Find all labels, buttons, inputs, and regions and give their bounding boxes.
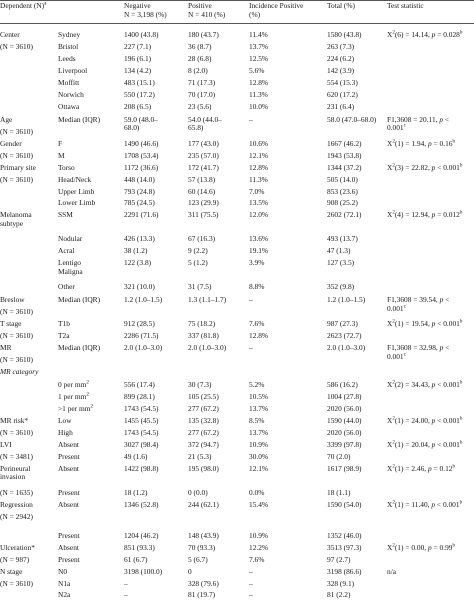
cell-negative: 59.0 (48.0– 68.0) xyxy=(124,114,158,133)
cell-level: SSM xyxy=(58,210,73,220)
cell-incidence: 12.0% xyxy=(249,210,269,220)
cell-negative: – xyxy=(124,590,128,600)
column-header-dependent: Dependent $(N)^a$ xyxy=(0,1,47,10)
cell-total: 1004 (27.8) xyxy=(327,392,362,402)
cell-level: High xyxy=(58,427,73,437)
cell-negative: 851 (93.3) xyxy=(124,542,155,552)
cell-statistic: F1,3608 = 39.54, p < 0.001$^c$ xyxy=(387,295,450,313)
cell-total: 1344 (37.2) xyxy=(327,162,362,172)
cell-level: Present xyxy=(58,487,80,497)
cell-level: N1a xyxy=(58,578,71,588)
cell-positive: 195 (98.0) xyxy=(188,463,219,473)
cell-level: Norwich xyxy=(58,89,84,99)
cell-incidence: 7.6% xyxy=(249,319,265,329)
cell-dependent: (N = 3610) xyxy=(0,174,33,184)
cell-incidence: 15.4% xyxy=(249,499,269,509)
cell-level: Lower Limb xyxy=(58,198,96,208)
cell-dependent: Center xyxy=(0,30,20,39)
cell-incidence: 0.0% xyxy=(249,487,265,497)
cell-negative: 785 (24.5) xyxy=(124,198,155,208)
cell-negative: 2291 (71.6) xyxy=(124,210,159,220)
cell-dependent: (N = 3610) xyxy=(0,307,33,317)
cell-dependent: (N = 3481) xyxy=(0,451,33,461)
cell-negative: 1346 (52.8) xyxy=(124,499,159,509)
cell-positive: 372 (94.7) xyxy=(188,439,219,449)
cell-negative: 208 (6.5) xyxy=(124,101,152,111)
cell-positive: 311 (75.5) xyxy=(188,210,219,220)
cell-positive: 235 (57.0) xyxy=(188,150,219,160)
cell-total: 908 (25.2) xyxy=(327,198,358,208)
cell-negative: 227 (7.1) xyxy=(124,41,152,51)
cell-incidence: 12.1% xyxy=(249,463,269,473)
cell-negative: 1204 (46.2) xyxy=(124,530,159,540)
cell-total: 2602 (72.1) xyxy=(327,210,362,220)
cell-level: Upper Limb xyxy=(58,186,95,196)
cell-total: 3513 (97.3) xyxy=(327,542,362,552)
cell-dependent: Age xyxy=(0,114,13,124)
cell-positive: 5 (6.7) xyxy=(188,554,208,564)
cell-negative: 2.0 (1.0–3.0) xyxy=(124,343,163,353)
cell-positive: 8 (2.0) xyxy=(188,65,208,75)
cell-positive: 172 (41.7) xyxy=(188,162,219,172)
cell-incidence: 5.6% xyxy=(249,65,265,75)
cell-level: Present xyxy=(58,554,80,564)
cell-total: 18 (1.1) xyxy=(327,487,351,497)
cell-total: 1667 (46.2) xyxy=(327,138,362,148)
cell-incidence: – xyxy=(249,114,253,124)
cell-positive: 9 (2.2) xyxy=(188,246,208,256)
cell-statistic: $X^2(1) = 11.40$, p < 0.001$^b$ xyxy=(387,499,463,509)
cell-level: >1 per $mm^2$ xyxy=(58,404,93,414)
cell-positive: 31 (7.5) xyxy=(188,282,212,292)
cell-negative: 550 (17.2) xyxy=(124,89,155,99)
cell-negative: 1743 (54.5) xyxy=(124,404,159,414)
cell-level: Nodular xyxy=(58,234,83,244)
cell-negative: 18 (1.2) xyxy=(124,487,148,497)
column-header-statistic: Test statistic xyxy=(387,1,424,10)
cell-incidence: 30.0% xyxy=(249,451,269,461)
cell-level: Head/Neck xyxy=(58,174,92,184)
cell-total: 853 (23.6) xyxy=(327,186,358,196)
cell-incidence: 8.5% xyxy=(249,415,265,425)
cell-incidence: 11.4% xyxy=(249,30,268,39)
cell-incidence: 19.1% xyxy=(249,246,269,256)
cell-statistic: $X^2(2) = 34.43$, p < 0.001$^b$ xyxy=(387,380,463,390)
cell-positive: 57 (13.8) xyxy=(188,174,216,184)
cell-positive: 105 (25.5) xyxy=(188,392,219,402)
cell-negative: 1422 (98.8) xyxy=(124,463,159,473)
cell-dependent: MR risk* xyxy=(0,415,29,425)
cell-total: 505 (14.0) xyxy=(327,174,358,184)
cell-negative: 448 (14.0) xyxy=(124,174,155,184)
cell-statistic: F1,3608 = 20.11, p < 0.001$^c$ xyxy=(387,114,450,133)
column-header-negative: Negative N = 3,198 (%) xyxy=(124,1,167,19)
cell-negative: 122 (3.8) xyxy=(124,258,152,268)
cell-level: Ottawa xyxy=(58,101,80,111)
cell-level: Median (IQR) xyxy=(58,343,101,353)
cell-total: 142 (3.9) xyxy=(327,65,355,75)
cell-incidence: – xyxy=(249,295,253,305)
cell-negative: 556 (17.4) xyxy=(124,380,155,390)
cell-level: Absent xyxy=(58,542,79,552)
cell-level: Other xyxy=(58,282,75,292)
cell-dependent: (N = 3610) xyxy=(0,126,33,136)
cell-negative: 1172 (36.6) xyxy=(124,162,159,172)
cell-negative: 3198 (100.0) xyxy=(124,566,163,576)
cell-incidence: 13.7% xyxy=(249,404,269,414)
cell-total: 2020 (56.0) xyxy=(327,427,362,437)
cell-dependent: N stage xyxy=(0,566,23,576)
cell-negative: 2286 (71.5) xyxy=(124,331,159,341)
cell-negative: 1.2 (1.0–1.5) xyxy=(124,295,163,305)
cell-positive: 21 (5.3) xyxy=(188,451,212,461)
cell-total: 231 (6.4) xyxy=(327,101,355,111)
cell-total: 47 (1.3) xyxy=(327,246,351,256)
cell-dependent: (N = 987) xyxy=(0,554,30,564)
cell-dependent: T stage xyxy=(0,319,22,329)
cell-positive: 28 (6.8) xyxy=(188,53,212,63)
cell-statistic: F1,3608 = 32.98, p < 0.001$^c$ xyxy=(387,343,450,361)
cell-incidence: 10.9% xyxy=(249,530,269,540)
cell-level: F xyxy=(58,138,63,148)
cell-total: 328 (9.1) xyxy=(327,578,355,588)
cell-dependent: Breslow xyxy=(0,295,25,305)
column-header-incidence: Incidence Positive (%) xyxy=(249,1,304,19)
cell-incidence: 12.5% xyxy=(249,53,269,63)
cell-incidence: 12.8% xyxy=(249,331,269,341)
cell-positive: 123 (29.9) xyxy=(188,198,219,208)
cell-total: 1.2 (1.0–1.5) xyxy=(327,295,366,305)
cell-level: M xyxy=(58,150,65,160)
cell-negative: 1490 (46.6) xyxy=(124,138,159,148)
cell-total: 2020 (56.0) xyxy=(327,404,362,414)
table-header-rule xyxy=(0,23,474,24)
cell-dependent: LVI xyxy=(0,439,12,449)
cell-total: 1943 (53.8) xyxy=(327,150,362,160)
cell-negative: 1455 (45.5) xyxy=(124,415,159,425)
cell-level: Low xyxy=(58,415,72,425)
cell-statistic: $X^2(1) = 24.00$, p < 0.001$^b$ xyxy=(387,415,463,425)
cell-incidence: 10.9% xyxy=(249,439,269,449)
cell-level: T2a xyxy=(58,331,70,341)
cell-positive: 67 (16.3) xyxy=(188,234,216,244)
cell-positive: 70 (93.3) xyxy=(188,542,216,552)
cell-positive: 70 (17.0) xyxy=(188,89,216,99)
cell-statistic: $X^2(1) = 19.54$, p < 0.001$^b$ xyxy=(387,319,463,329)
cell-level: Median (IQR) xyxy=(58,295,101,305)
cell-incidence: 8.8% xyxy=(249,282,265,292)
cell-incidence: – xyxy=(249,343,253,353)
cell-positive: 0 (0.0) xyxy=(188,487,208,497)
cell-dependent: (N = 3610) xyxy=(0,331,33,341)
cell-positive: 277 (67.2) xyxy=(188,427,219,437)
cell-total: 224 (6.2) xyxy=(327,53,355,63)
cell-dependent: (N = 3610) xyxy=(0,150,33,160)
cell-level: Present xyxy=(58,530,80,540)
cell-level: Absent xyxy=(58,439,79,449)
cell-dependent: Gender xyxy=(0,138,22,148)
cell-total: 1617 (98.9) xyxy=(327,463,362,473)
cell-incidence: 12.1% xyxy=(249,150,269,160)
cell-total: 58.0 (47.0–68.0) xyxy=(327,114,377,124)
cell-total: 987 (27.3) xyxy=(327,319,358,329)
cell-incidence: 12.2% xyxy=(249,542,269,552)
cell-positive: 54.0 (44.0– 65.8) xyxy=(188,114,222,133)
cell-level: Absent xyxy=(58,463,79,473)
cell-level: 1 per $mm^2$ xyxy=(58,392,89,402)
cell-negative: 1743 (54.5) xyxy=(124,427,159,437)
cell-incidence: 13.7% xyxy=(249,427,269,437)
cell-total: 1352 (46.0) xyxy=(327,530,362,540)
cell-total: 97 (2.7) xyxy=(327,554,351,564)
cell-total: 3198 (86.6) xyxy=(327,566,362,576)
cell-positive: 71 (17.3) xyxy=(188,77,216,87)
cell-statistic: $X^2(1) = 1.94$, p = 0.16$^b$ xyxy=(387,138,455,148)
cell-statistic: $X^2(1) = 20.04$, p < 0.001$^b$ xyxy=(387,439,463,449)
column-header-positive: Positive N = 410 (%) xyxy=(188,1,226,19)
cell-negative: 1400 (43.8) xyxy=(124,30,159,39)
column-header-total: Total (%) xyxy=(327,1,356,10)
cell-total: 2623 (72.7) xyxy=(327,331,362,341)
cell-dependent: (N = 2942) xyxy=(0,511,33,521)
cell-negative: 196 (6.1) xyxy=(124,53,152,63)
cell-incidence: 12.8% xyxy=(249,162,269,172)
cell-incidence: 13.6% xyxy=(249,234,269,244)
cell-positive: 180 (43.7) xyxy=(188,30,219,39)
cell-positive: 337 (81.8) xyxy=(188,331,219,341)
cell-total: 493 (13.7) xyxy=(327,234,358,244)
cell-incidence: 7.0% xyxy=(249,186,265,196)
cell-positive: 75 (18.2) xyxy=(188,319,216,329)
cell-dependent: Melanoma subtype xyxy=(0,210,32,229)
cell-level: Leeds xyxy=(58,53,76,63)
cell-positive: 60 (14.6) xyxy=(188,186,216,196)
cell-negative: 61 (6.7) xyxy=(124,554,148,564)
cell-negative: 483 (15.1) xyxy=(124,77,155,87)
cell-level: Absent xyxy=(58,499,79,509)
cell-total: 263 (7.3) xyxy=(327,41,355,51)
cell-total: 2.0 (1.0–3.0) xyxy=(327,343,366,353)
cell-negative: – xyxy=(124,578,128,588)
cell-incidence: 13.5% xyxy=(249,198,269,208)
cell-incidence: 7.6% xyxy=(249,554,265,564)
cell-positive: 277 (67.2) xyxy=(188,404,219,414)
cell-level: Lentigo Maligna xyxy=(58,258,83,276)
cell-incidence: – xyxy=(249,578,253,588)
cell-level: 0 per $mm^2$ xyxy=(58,380,89,390)
cell-total: 70 (2.0) xyxy=(327,451,351,461)
cell-positive: 328 (79.6) xyxy=(188,578,219,588)
cell-incidence: 12.8% xyxy=(249,77,269,87)
cell-negative: 321 (10.0) xyxy=(124,282,155,292)
cell-level: Bristol xyxy=(58,41,79,51)
cell-level: Acral xyxy=(58,246,75,256)
cell-level: Sydney xyxy=(58,30,81,39)
cell-incidence: 11.3% xyxy=(249,89,268,99)
cell-negative: 899 (28.1) xyxy=(124,392,155,402)
cell-negative: 426 (13.3) xyxy=(124,234,155,244)
cell-positive: 30 (7.3) xyxy=(188,380,212,390)
cell-total: 352 (9.8) xyxy=(327,282,355,292)
cell-dependent: (N = 1635) xyxy=(0,487,33,497)
cell-incidence: 10.0% xyxy=(249,101,269,111)
cell-incidence: 11.3% xyxy=(249,174,268,184)
cell-dependent: (N = 3610) xyxy=(0,355,33,365)
cell-total: 1580 (43.8) xyxy=(327,30,362,39)
cell-dependent: (N = 3610) xyxy=(0,578,33,588)
cell-positive: 177 (43.0) xyxy=(188,138,219,148)
cell-level: N2a xyxy=(58,590,71,600)
cell-level: Moffitt xyxy=(58,77,80,87)
cell-level: Median (IQR) xyxy=(58,114,101,124)
cell-positive: 23 (5.6) xyxy=(188,101,212,111)
cell-negative: 38 (1.2) xyxy=(124,246,148,256)
cell-statistic: $X^2(6) = 14.14$, p = 0.028$^b$ xyxy=(387,30,463,39)
cell-positive: 2.0 (1.0–3.0) xyxy=(188,343,227,353)
cell-total: 3399 (97.8) xyxy=(327,439,362,449)
cell-statistic: $X^2(1) = 2.46$, p = 0.12$^b$ xyxy=(387,463,455,473)
cell-total: 620 (17.2) xyxy=(327,89,358,99)
cell-level: N0 xyxy=(58,566,68,576)
cell-dependent: Ulceration* xyxy=(0,542,35,552)
cell-dependent: (N = 3610) xyxy=(0,41,33,51)
cell-dependent: Perineural invasion xyxy=(0,463,31,482)
cell-level: Liverpool xyxy=(58,65,88,75)
cell-incidence: – xyxy=(249,590,253,600)
cell-total: 1590 (54.0) xyxy=(327,499,362,509)
cell-positive: 1.3 (1.1–1.7) xyxy=(188,295,227,305)
cell-dependent: Regression xyxy=(0,499,33,509)
cell-positive: 135 (32.8) xyxy=(188,415,219,425)
cell-statistic: $X^2(4) = 12.94$, p = 0.012$^b$ xyxy=(387,210,463,220)
cell-total: 81 (2.2) xyxy=(327,590,351,600)
cell-dependent: MR category xyxy=(0,366,39,376)
cell-incidence: 10.6% xyxy=(249,138,269,148)
cell-level: Present xyxy=(58,451,80,461)
cell-negative: 1708 (53.4) xyxy=(124,150,159,160)
cell-positive: 81 (19.7) xyxy=(188,590,216,600)
cell-negative: 134 (4.2) xyxy=(124,65,152,75)
cell-negative: 49 (1.6) xyxy=(124,451,148,461)
cell-statistic: n/a xyxy=(387,566,397,576)
cell-positive: 148 (43.9) xyxy=(188,530,219,540)
cell-positive: 36 (8.7) xyxy=(188,41,212,51)
cell-total: 127 (3.5) xyxy=(327,258,355,268)
cell-total: 554 (15.3) xyxy=(327,77,358,87)
cell-statistic: $X^2(1) = 0.00$, p = 0.99$^b$ xyxy=(387,542,455,552)
cell-positive: 244 (62.1) xyxy=(188,499,219,509)
cell-total: 1590 (44.0) xyxy=(327,415,362,425)
cell-level: Torso xyxy=(58,162,75,172)
cell-total: 586 (16.2) xyxy=(327,380,358,390)
cell-dependent: (N = 3610) xyxy=(0,427,33,437)
cell-negative: 3027 (98.4) xyxy=(124,439,159,449)
cell-dependent: MR xyxy=(0,343,12,353)
cell-incidence: 13.7% xyxy=(249,41,269,51)
cell-incidence: 5.2% xyxy=(249,380,265,390)
cell-negative: 912 (28.5) xyxy=(124,319,155,329)
cell-positive: 5 (1.2) xyxy=(188,258,208,268)
cell-incidence: 10.5% xyxy=(249,392,269,402)
cell-statistic: $X^2(3) = 22.82$, p < 0.001$^b$ xyxy=(387,162,463,172)
cell-incidence: – xyxy=(249,566,253,576)
cell-dependent: Primary site xyxy=(0,162,36,172)
cell-incidence: 3.9% xyxy=(249,258,265,268)
cell-level: T1b xyxy=(58,319,70,329)
cell-positive: 0 xyxy=(188,566,192,576)
cell-negative: 793 (24.8) xyxy=(124,186,155,196)
